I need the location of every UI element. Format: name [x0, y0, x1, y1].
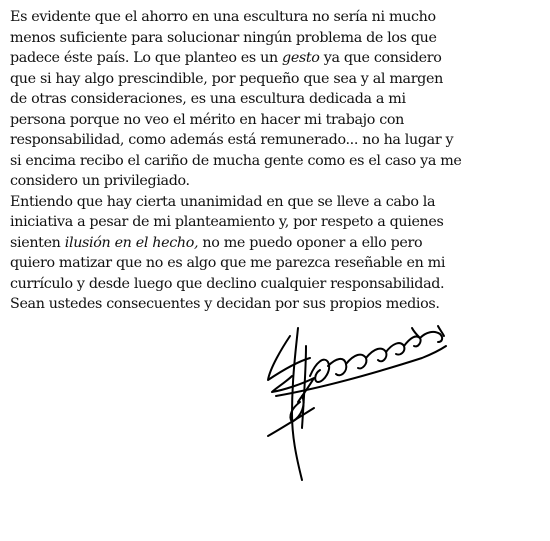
text-line	[10, 89, 546, 110]
text-line	[10, 69, 546, 90]
emphasis-text: gesto	[282, 50, 320, 66]
text-segment: persona porque no veo el mérito en hacer mi trabajo con	[10, 111, 404, 128]
text-line	[10, 192, 546, 213]
text-line	[10, 274, 546, 295]
text-segment: Es evidente que el ahorro en una escultura no sería ni mucho	[10, 9, 436, 25]
text-line	[10, 171, 546, 192]
text-segment: menos suficiente para solucionar ningún problema de los que	[10, 29, 437, 46]
text-line	[10, 151, 546, 172]
text-line	[10, 233, 546, 254]
text-line	[10, 110, 546, 131]
text-segment: padece éste país. Lo que planteo es un	[10, 50, 283, 66]
text-line	[10, 212, 546, 233]
signature-icon	[262, 318, 452, 488]
text-line	[10, 48, 546, 69]
text-segment: quiero matizar que no es algo que me parezca reseñable en mi	[10, 255, 446, 271]
text-segment: iniciativa a pesar de mi planteamiento y, por respeto a quienes	[10, 214, 444, 230]
text-segment: responsabilidad, como además está remunerado... no ha lugar y	[10, 132, 454, 148]
text-line	[10, 28, 546, 49]
text-segment: que si hay algo prescindible, por pequeño que sea y al margen	[10, 70, 443, 87]
paragraph-1	[10, 7, 546, 192]
text-segment: Sean ustedes consecuentes y decidan por sus propios medios.	[10, 296, 440, 312]
text-segment: de otras consideraciones, es una escultura dedicada a mi	[10, 91, 406, 107]
text-segment: no me puedo oponer a ello pero	[198, 234, 423, 251]
text-segment: Entiendo que hay cierta unanimidad en que se lleve a cabo la	[10, 193, 436, 210]
text-segment: considero un privilegiado.	[10, 173, 190, 189]
text-segment: si encima recibo el cariño de mucha gente como es el caso ya me	[10, 152, 462, 169]
text-line	[10, 7, 546, 28]
text-line	[10, 294, 546, 315]
letter-body	[10, 7, 546, 315]
text-line	[10, 253, 546, 274]
text-segment: currículo y desde luego que declino cualquier responsabilidad.	[10, 275, 445, 292]
text-segment: ya que considero	[319, 50, 442, 66]
text-line	[10, 130, 546, 151]
paragraph-2	[10, 192, 546, 315]
emphasis-text: ilusión en el hecho,	[64, 234, 199, 251]
text-segment: sienten	[10, 234, 65, 251]
